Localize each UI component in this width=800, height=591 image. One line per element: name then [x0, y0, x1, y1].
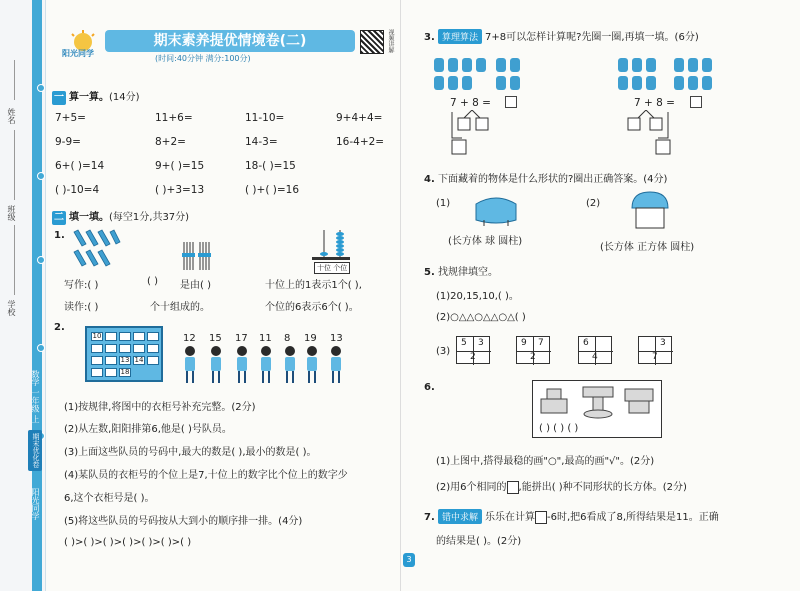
calc-item: 18-( )=15 [245, 160, 296, 172]
q3-equation-left: 7 + 8 = [450, 97, 491, 109]
made-of-label: 是由( ) [180, 280, 211, 291]
player-figure [260, 346, 272, 386]
calc-item: ( )+( )=16 [245, 184, 300, 196]
number-box [456, 336, 490, 364]
q4-a-options: (长方体 球 圆柱) [448, 236, 523, 247]
box-number: 9 [521, 338, 527, 348]
q4-b-options: (长方体 正方体 圆柱) [600, 242, 695, 253]
answer-box[interactable] [690, 96, 702, 108]
box-number: 3 [478, 338, 484, 348]
q7-number: 7. [424, 512, 435, 523]
class-line [14, 130, 15, 200]
q2-item-1: (1)按规律,将图中的衣柜号补充完整。(2分) [64, 402, 256, 413]
locker-cell [105, 368, 117, 377]
read-label: 读作:( ) [64, 302, 99, 313]
calc-item: 11-10= [245, 112, 285, 124]
locker-cell [147, 356, 159, 365]
ones-digit-label: 个位的6表示6个( )。 [265, 302, 359, 313]
calc-item: 11+6= [155, 112, 193, 124]
spine-dot [37, 172, 45, 180]
split-diagram-icon [620, 110, 680, 158]
q3-number: 3. [424, 32, 435, 43]
q5-item-2: (2)○△△○△△○△( ) [436, 312, 526, 323]
box-number: 5 [461, 338, 467, 348]
corn-bundles-icon [72, 228, 122, 270]
qr-code-icon[interactable] [360, 30, 384, 54]
locker-cell [147, 344, 159, 353]
calc-item: 14-3= [245, 136, 278, 148]
q7-text-2: -6时,把6看成了8,所得结果是11。正确 [546, 512, 719, 523]
locker-cell: 10 [92, 332, 102, 340]
q7-text: 乐乐在计算 [484, 512, 535, 523]
hidden-object-tent-icon [628, 190, 672, 234]
player-figure [330, 346, 342, 386]
q6-item-2 [436, 478, 687, 494]
player-figure [236, 346, 248, 386]
q6-item-2-text-b: ,能拼出( )种不同形状的长方体。(2分) [518, 482, 687, 493]
calc-item: 7+5= [55, 112, 86, 124]
jersey-number: 12 [183, 333, 196, 344]
number-box[interactable] [638, 336, 672, 364]
spine-dot [37, 84, 45, 92]
locker-cell [91, 356, 103, 365]
locker-cell [105, 356, 117, 365]
locker-cell [91, 344, 103, 353]
q2-number: 2. [54, 322, 65, 333]
locker-cell [133, 332, 145, 341]
block-stacks-icon [533, 381, 663, 421]
q7-line-2: 的结果是( )。(2分) [436, 536, 522, 547]
calc-item: 9+( )=15 [155, 160, 205, 172]
section1-heading [52, 88, 140, 105]
section1-title: 算一算。 [69, 92, 109, 103]
school-line [14, 225, 15, 295]
jersey-number: 17 [235, 333, 248, 344]
q4-b-label: (2) [586, 198, 601, 209]
qr-label: 视频讲解 [387, 29, 394, 53]
class-label: 班级 [7, 205, 16, 221]
section2-heading [52, 208, 189, 225]
section1-number: 一 [54, 92, 64, 103]
player-figure [306, 346, 318, 386]
grade-label: 数学 一年级 上 [31, 370, 40, 424]
bags-group-7-icon [432, 56, 524, 94]
spine-dot [37, 344, 45, 352]
calc-item: 9-9= [55, 136, 81, 148]
q3-equation-right: 7 + 8 = [634, 97, 675, 109]
jersey-number: 8 [284, 333, 291, 344]
calc-item: ( )-10=4 [55, 184, 100, 196]
q4-number: 4. [424, 174, 435, 185]
calc-item: 6+( )=14 [55, 160, 105, 172]
brand-label: 阳光同学 [31, 488, 40, 520]
calc-item: ( )+3=13 [155, 184, 205, 196]
player-figure [284, 346, 296, 386]
box-number: 4 [592, 352, 598, 362]
locker-cell: 18 [120, 368, 130, 376]
q5-item-3: (3) [436, 346, 451, 357]
q2-item-5: (5)将这些队员的号码按从大到小的顺序排一排。(4分) [64, 516, 303, 527]
section2-title: 填一填。 [69, 212, 109, 223]
q5-line [424, 263, 498, 278]
q3-tag: 算理算法 [438, 29, 482, 44]
spine-dot [37, 256, 45, 264]
locker-grid [85, 326, 163, 382]
q6-item-2-text: (2)用6个相同的 [436, 482, 507, 493]
page-number: 3 [403, 553, 415, 567]
abacus-icon [310, 228, 352, 262]
number-box [578, 336, 612, 364]
number-box [516, 336, 550, 364]
page-title: 期末素养提优情境卷(二) [105, 30, 355, 52]
section1-score: (14分) [109, 92, 140, 103]
box-number: 2 [530, 352, 536, 362]
answer-box[interactable] [505, 96, 517, 108]
calc-item: 9+4+4= [336, 112, 383, 124]
bags-group-8-icon [616, 56, 726, 94]
name-label: 姓名 [7, 108, 16, 124]
locker-cell: 13 [120, 356, 130, 364]
name-line [14, 60, 15, 100]
q4-text: 下面藏着的物体是什么形状的?圈出正确答案。(4分) [437, 174, 668, 185]
tens-digit-label: 十位上的1表示1个( ), [265, 280, 362, 291]
series-tag: 期末优化卷 [28, 430, 42, 471]
q1-number: 1. [54, 230, 65, 241]
ten-groups-label: 个十组成的。 [150, 302, 210, 313]
locker-cell: 14 [134, 356, 144, 364]
locker-cell [105, 344, 117, 353]
player-figure [184, 346, 196, 386]
box-number: 3 [660, 338, 666, 348]
school-label: 学校 [7, 300, 16, 316]
q2-item-4b: 6,这个衣柜号是( )。 [64, 493, 155, 504]
box-number: 7 [538, 338, 544, 348]
q6-number: 6. [424, 382, 435, 393]
q5-number: 5. [424, 267, 435, 278]
q4-a-label: (1) [436, 198, 451, 209]
q7-tag: 错中求解 [438, 509, 482, 524]
section2-number: 二 [54, 212, 64, 223]
locker-cell [105, 332, 117, 341]
box-number: 2 [470, 352, 476, 362]
locker-cell [119, 332, 131, 341]
write-label-2: ( ) [147, 276, 158, 287]
q2-item-4: (4)某队员的衣柜号的个位上是7,十位上的数字比个位上的数字少 [64, 470, 348, 481]
box-number: 6 [583, 338, 589, 348]
q3-text: 7+8可以怎样计算呢?先圈一圈,再填一填。(6分) [484, 32, 699, 43]
locker-cell [133, 344, 145, 353]
jersey-number: 11 [259, 333, 272, 344]
binding-spine [0, 0, 46, 591]
blank-box[interactable] [535, 511, 547, 524]
calc-item: 16-4+2= [336, 136, 385, 148]
q5-text: 找规律填空。 [437, 267, 498, 278]
player-figure [210, 346, 222, 386]
logo-text: 阳光同学 [62, 49, 94, 58]
locker-cell [91, 368, 103, 377]
box-number: 7 [652, 352, 658, 362]
jersey-number: 19 [304, 333, 317, 344]
split-diagram-icon [448, 110, 508, 158]
q3-line [424, 28, 699, 44]
hidden-object-cloth-icon [472, 194, 520, 228]
q6-blanks: ( ) ( ) ( ) [539, 423, 579, 434]
cube-icon [507, 481, 519, 494]
locker-cell [147, 332, 159, 341]
q2-item-3: (3)上面这些队员的号码中,最大的数是( ),最小的数是( )。 [64, 447, 317, 458]
write-label: 写作:( ) [64, 280, 99, 291]
q5-item-1: (1)20,15,10,( )。 [436, 291, 519, 302]
stick-bundles-icon [180, 240, 214, 272]
jersey-number: 15 [209, 333, 222, 344]
q6-item-1: (1)上图中,搭得最稳的画"○",最高的画"√"。(2分) [436, 456, 655, 467]
abacus-label: 十位 个位 [314, 262, 350, 274]
order-blanks: ( )>( )>( )>( )>( )>( )>( ) [64, 537, 192, 548]
calc-item: 8+2= [155, 136, 186, 148]
q7-line [424, 508, 719, 524]
page-subtitle: (时间:40分钟 满分:100分) [155, 54, 251, 63]
locker-cell [119, 344, 131, 353]
q2-item-2: (2)从左数,阳阳排第6,他是( )号队员。 [64, 424, 232, 435]
section2-score: (每空1分,共37分) [109, 212, 190, 223]
jersey-number: 13 [330, 333, 343, 344]
q4-line [424, 170, 667, 185]
stacked-blocks-figure [532, 380, 662, 438]
